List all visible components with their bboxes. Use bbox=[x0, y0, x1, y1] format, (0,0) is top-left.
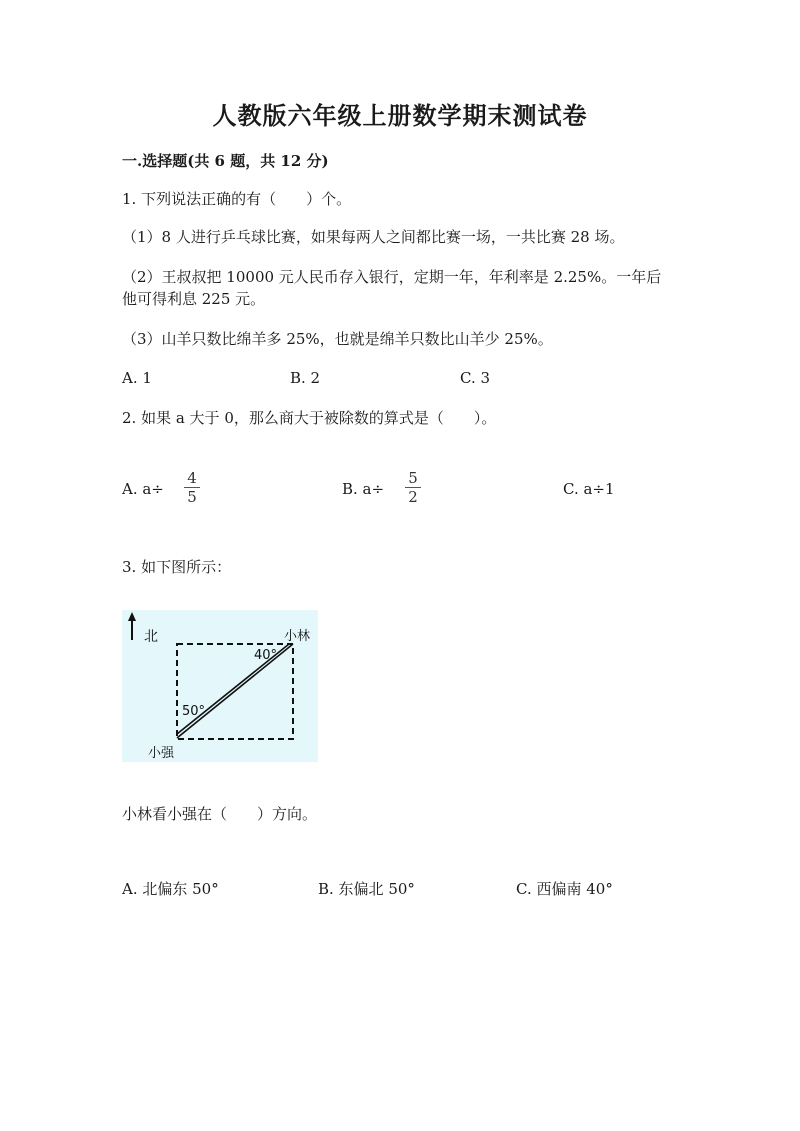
q3-stem: 3. 如下图所示： bbox=[122, 558, 232, 576]
q3-option-c: C. 西偏南 40° bbox=[516, 880, 613, 898]
q3-option-b: B. 东偏北 50° bbox=[318, 880, 415, 898]
q1-item-3: （3）山羊只数比绵羊多 25%，也就是绵羊只数比山羊少 25%。 bbox=[122, 330, 553, 348]
q2-option-b: B. a÷ bbox=[342, 480, 385, 498]
page-title: 人教版六年级上册数学期末测试卷 bbox=[212, 101, 588, 130]
q1-item-2-line-2: 他可得利息 225 元。 bbox=[122, 290, 266, 308]
fraction-b-denominator: 2 bbox=[408, 488, 418, 506]
fraction-b-numerator: 5 bbox=[408, 469, 418, 487]
fraction-a-numerator: 4 bbox=[187, 469, 197, 487]
q1-stem: 1. 下列说法正确的有（ ）个。 bbox=[122, 190, 352, 208]
q1-option-c: C. 3 bbox=[460, 369, 491, 387]
q2-option-a: A. a÷ bbox=[122, 480, 164, 498]
q3-option-a: A. 北偏东 50° bbox=[122, 880, 219, 898]
q2-fraction-a bbox=[184, 470, 200, 505]
north-label: 北 bbox=[144, 629, 158, 645]
angle-50-label: 50° bbox=[182, 704, 206, 719]
direction-diagram bbox=[122, 610, 318, 762]
q1-option-b: B. 2 bbox=[290, 369, 321, 387]
q1-item-2-line-1: （2）王叔叔把 10000 元人民币存入银行，定期一年，年利率是 2.25%。一年后 bbox=[122, 268, 662, 286]
xiaolin-label: 小林 bbox=[284, 629, 311, 644]
q2-fraction-b bbox=[405, 470, 421, 505]
angle-40-label: 40° bbox=[254, 648, 278, 663]
north-arrow-head bbox=[128, 612, 136, 621]
q3-question: 小林看小强在（ ）方向。 bbox=[122, 805, 318, 823]
q2-stem: 2. 如果 a 大于 0，那么商大于被除数的算式是（ ）。 bbox=[122, 409, 497, 427]
section-heading: 一.选择题(共 6 题，共 12 分) bbox=[122, 152, 329, 170]
q2-option-c: C. a÷1 bbox=[563, 480, 615, 498]
q1-option-a: A. 1 bbox=[122, 369, 152, 387]
q1-item-1: （1）8 人进行乒乓球比赛，如果每两人之间都比赛一场，一共比赛 28 场。 bbox=[122, 228, 625, 246]
xiaoqiang-label: 小强 bbox=[148, 746, 175, 761]
fraction-a-denominator: 5 bbox=[187, 488, 197, 506]
